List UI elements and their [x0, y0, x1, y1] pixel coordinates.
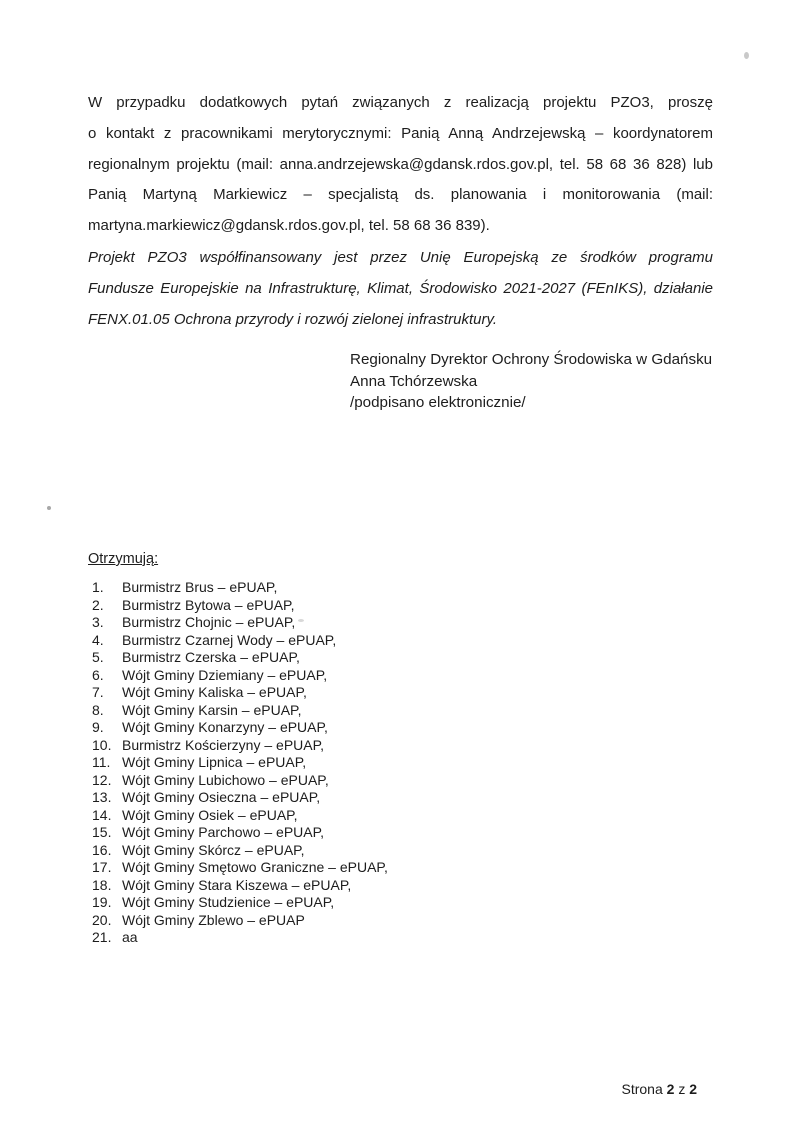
list-item-text: Wójt Gminy Dziemiany – ePUAP,	[122, 666, 328, 683]
list-item-number: 18.	[92, 876, 112, 893]
list-item-text: Wójt Gminy Stara Kiszewa – ePUAP,	[122, 876, 352, 893]
list-item-text: Burmistrz Bytowa – ePUAP,	[122, 596, 295, 613]
list-item-number: 17.	[92, 859, 112, 875]
paragraph-funding-note	[88, 243, 713, 335]
list-item	[92, 579, 712, 597]
list-item	[92, 894, 712, 912]
list-item	[92, 772, 712, 790]
list-item	[92, 877, 712, 895]
footer-page-number: 2	[666, 1081, 675, 1097]
list-item	[92, 702, 712, 720]
footer-of-label: z	[678, 1081, 686, 1097]
list-item	[92, 597, 712, 615]
text-line: W przypadku dodatkowych pytań związanych z realizacją projektu PZO3, proszę	[88, 94, 713, 111]
list-item-text: Wójt Gminy Osiek – ePUAP,	[122, 806, 298, 823]
list-item-number: 15.	[92, 824, 112, 840]
list-item-text: Burmistrz Kościerzyny – ePUAP,	[122, 736, 325, 753]
list-item	[92, 649, 712, 667]
list-item-number: 4.	[92, 631, 104, 648]
list-item-text: Wójt Gminy Konarzyny – ePUAP,	[122, 719, 328, 735]
signer-name: Anna Tchórzewska	[350, 372, 478, 390]
list-item-number: 1.	[92, 579, 104, 595]
list-item-number: 5.	[92, 649, 104, 665]
list-item	[92, 632, 712, 650]
list-item	[92, 737, 712, 755]
list-item-number: 14.	[92, 806, 112, 823]
list-item-text: Wójt Gminy Kaliska – ePUAP,	[122, 684, 307, 700]
list-item-text: Wójt Gminy Skórcz – ePUAP,	[122, 841, 305, 858]
list-item-number: 21.	[92, 929, 112, 945]
list-item-number: 16.	[92, 841, 112, 858]
list-item-number: 10.	[92, 736, 112, 753]
list-item-number: 9.	[92, 719, 104, 735]
list-item-number: 8.	[92, 701, 104, 718]
list-item	[92, 807, 712, 825]
list-item	[92, 929, 712, 947]
list-item	[92, 684, 712, 702]
scan-artifact	[744, 52, 749, 59]
recipients-heading: Otrzymują:	[88, 551, 159, 567]
text-line: Projekt PZO3 współfinansowany jest przez Unię Europejską ze środków programu	[88, 249, 713, 266]
footer-total-pages: 2	[689, 1081, 697, 1097]
text-line: o kontakt z pracownikami merytorycznymi: Panią Anną Andrzejewską – koordynatorem	[88, 124, 713, 142]
text-line: Panią Martyną Markiewicz – specjalistą ds. planowania i monitorowania (mail:	[88, 186, 713, 204]
list-item	[92, 667, 712, 685]
list-item-number: 6.	[92, 666, 104, 683]
list-item-text: Wójt Gminy Lipnica – ePUAP,	[122, 754, 307, 770]
page-number-footer	[621, 1081, 697, 1097]
list-item-number: 7.	[92, 684, 104, 700]
paragraph-contact-info	[88, 88, 713, 242]
signer-title: Regionalny Dyrektor Ochrony Środowiska w Gdańsku	[350, 351, 713, 368]
list-item-number: 19.	[92, 894, 112, 910]
text-line: FENX.01.05 Ochrona przyrody i rozwój zielonej infrastruktury.	[88, 310, 498, 328]
list-item	[92, 614, 712, 632]
list-item-number: 11.	[92, 754, 111, 770]
list-item	[92, 719, 712, 737]
list-item-number: 12.	[92, 771, 112, 788]
list-item-number: 20.	[92, 911, 112, 928]
scan-artifact	[47, 506, 51, 510]
list-item-text: Wójt Gminy Osieczna – ePUAP,	[122, 789, 321, 805]
list-item-text: Wójt Gminy Smętowo Graniczne – ePUAP,	[122, 859, 388, 875]
list-item	[92, 912, 712, 930]
list-item-text: aa	[122, 929, 138, 945]
list-item-text: Wójt Gminy Karsin – ePUAP,	[122, 701, 302, 718]
signature-block	[350, 349, 712, 414]
list-item-text: Wójt Gminy Parchowo – ePUAP,	[122, 824, 325, 840]
text-line: regionalnym projektu (mail: anna.andrzejewska@gdansk.rdos.gov.pl, tel. 58 68 36 828) lub	[88, 155, 713, 173]
list-item-text: Wójt Gminy Lubichowo – ePUAP,	[122, 771, 329, 788]
text-line: Fundusze Europejskie na Infrastrukturę, Klimat, Środowisko 2021-2027 (FEnIKS), działanie	[88, 279, 713, 297]
list-item-number: 3.	[92, 614, 104, 630]
list-item	[92, 842, 712, 860]
list-item	[92, 824, 712, 842]
list-item-text: Burmistrz Czarnej Wody – ePUAP,	[122, 631, 337, 648]
recipients-list	[92, 579, 712, 947]
footer-label: Strona	[621, 1081, 663, 1097]
signature-note: /podpisano elektronicznie/	[350, 394, 526, 411]
list-item	[92, 754, 712, 772]
list-item-text: Burmistrz Czerska – ePUAP,	[122, 649, 300, 665]
list-item-text: Burmistrz Brus – ePUAP,	[122, 579, 278, 595]
list-item-number: 13.	[92, 789, 112, 805]
list-item-number: 2.	[92, 596, 104, 613]
list-item-text: Wójt Gminy Studzienice – ePUAP,	[122, 894, 335, 910]
list-item	[92, 859, 712, 877]
text-line: martyna.markiewicz@gdansk.rdos.gov.pl, tel. 58 68 36 839).	[88, 217, 490, 235]
list-item	[92, 789, 712, 807]
list-item-text: Burmistrz Chojnic – ePUAP,	[122, 614, 296, 630]
list-item-text: Wójt Gminy Zblewo – ePUAP	[122, 911, 305, 928]
